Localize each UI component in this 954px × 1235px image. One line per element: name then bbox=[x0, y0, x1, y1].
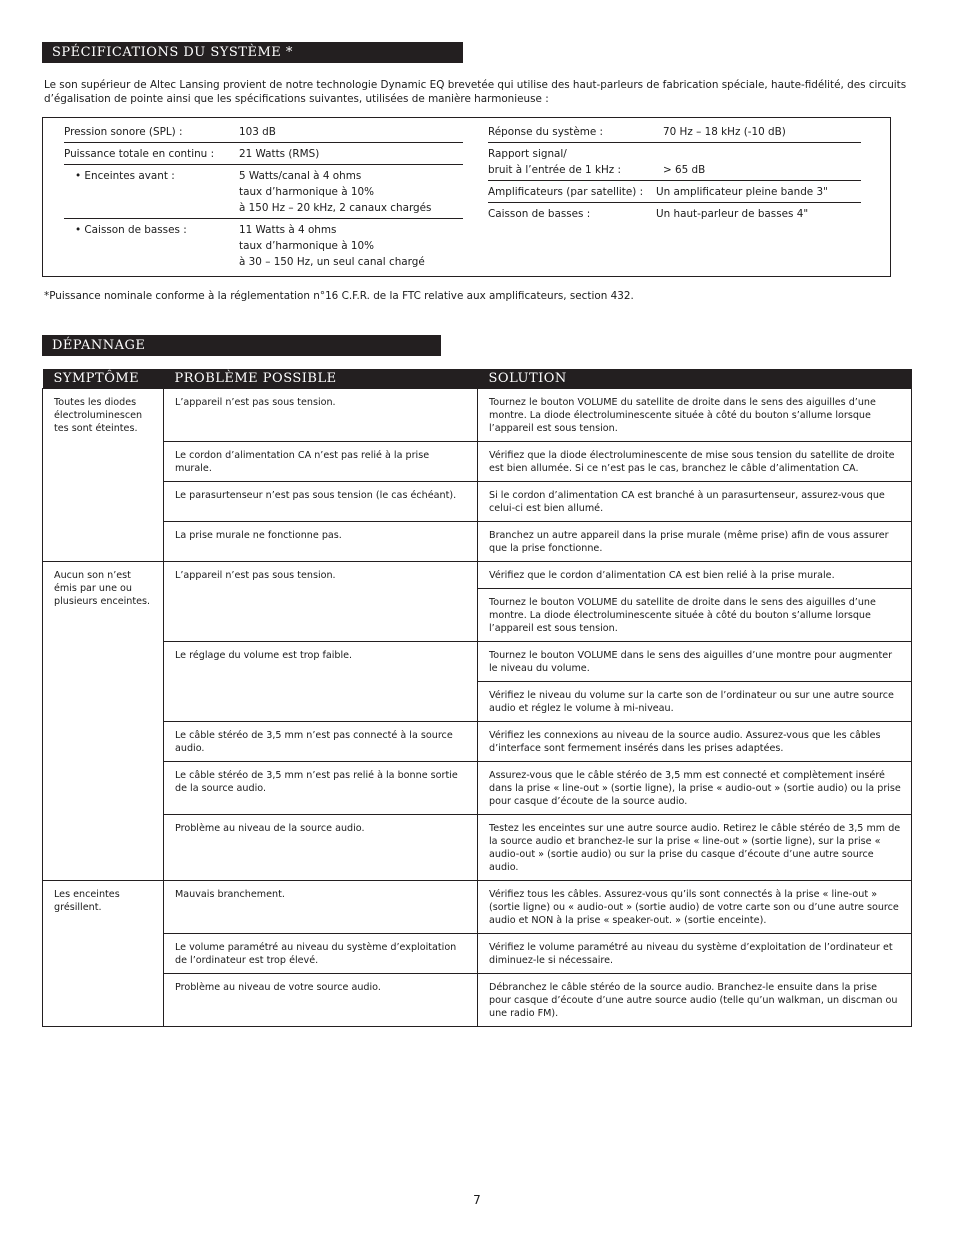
problem-cell: Le câble stéréo de 3,5 mm n’est pas connecté à la source audio. bbox=[164, 722, 478, 762]
solution-cell: Débranchez le câble stéréo de la source audio. Branchez-le ensuite dans la prise pour casque d’écoute d’une autre source audio (telle qu’un walkman, un discman ou une radio FM). bbox=[478, 974, 912, 1027]
solution-cell: Vérifiez tous les câbles. Assurez-vous qu’ils sont connectés à la prise « line-out » (sortie ligne) ou « audio-out » (sortie audio) de votre carte son ou d’une autre source audio et NON à la prise « speaker-out. » (sortie enceinte). bbox=[478, 881, 912, 934]
spec-label: Rapport signal/ bruit à l’entrée de 1 kHz : bbox=[488, 148, 622, 176]
spec-label: Amplificateurs (par satellite) : bbox=[488, 186, 644, 198]
table-row bbox=[43, 974, 912, 1027]
intro-paragraph: Le son supérieur de Altec Lansing provient de notre technologie Dynamic EQ brevetée qui utilise des haut-parleurs de fabrication spéciale, haute-fidélité, des circuits d’égalisation de pointe ainsi que les spécifications suivantes, utilisées de manière harmonieuse : bbox=[44, 79, 907, 105]
problem-cell: Mauvais branchement. bbox=[164, 881, 478, 934]
table-row bbox=[43, 642, 912, 682]
problem-header: PROBLÈME POSSIBLE bbox=[164, 369, 478, 389]
table-row bbox=[43, 762, 912, 815]
spec-label: Réponse du système : bbox=[488, 126, 604, 138]
symptom-cell: Toutes les diodes électroluminescen tes sont éteintes. bbox=[43, 389, 164, 562]
spec-label: Pression sonore (SPL) : bbox=[64, 126, 183, 138]
solution-cell: Vérifiez le niveau du volume sur la carte son de l’ordinateur ou sur une autre source audio et réglez le volume à mi-niveau. bbox=[478, 682, 912, 722]
table-row bbox=[43, 722, 912, 762]
solution-cell: Branchez un autre appareil dans la prise murale (même prise) afin de vous assurer que la prise fonctionne. bbox=[478, 522, 912, 562]
table-row bbox=[43, 934, 912, 974]
solution-cell: Tournez le bouton VOLUME dans le sens des aiguilles d’une montre pour augmenter le niveau du volume. bbox=[478, 642, 912, 682]
table-row bbox=[43, 482, 912, 522]
spec-section-title: SPÉCIFICATIONS DU SYSTÈME * bbox=[42, 42, 463, 63]
table-row bbox=[43, 562, 912, 589]
table-row bbox=[43, 522, 912, 562]
table-row bbox=[43, 815, 912, 881]
problem-cell: Le parasurtenseur n’est pas sous tension (le cas échéant). bbox=[164, 482, 478, 522]
table-row bbox=[43, 881, 912, 934]
spec-left-column bbox=[64, 124, 463, 272]
spec-row bbox=[64, 222, 463, 272]
spec-value: 5 Watts/canal à 4 ohms taux d’harmonique à 10% à 150 Hz – 20 kHz, 2 canaux chargés bbox=[239, 170, 432, 214]
symptom-cell: Les enceintes grésillent. bbox=[43, 881, 164, 1027]
solution-cell: Si le cordon d’alimentation CA est branché à un parasurtenseur, assurez-vous que celui-ci est bien allumé. bbox=[478, 482, 912, 522]
problem-cell: Le volume paramétré au niveau du système d’exploitation de l’ordinateur est trop élevé. bbox=[164, 934, 478, 974]
problem-cell: Le câble stéréo de 3,5 mm n’est pas relié à la bonne sortie de la source audio. bbox=[164, 762, 478, 815]
spec-box bbox=[42, 117, 891, 277]
spec-value: 11 Watts à 4 ohms taux d’harmonique à 10% à 30 – 150 Hz, un seul canal chargé bbox=[239, 224, 425, 268]
spec-value: > 65 dB bbox=[663, 164, 706, 176]
spec-label: Puissance totale en continu : bbox=[64, 148, 215, 160]
spec-value: Un haut-parleur de basses 4" bbox=[656, 208, 809, 220]
spec-row bbox=[488, 124, 861, 143]
problem-cell: L’appareil n’est pas sous tension. bbox=[164, 562, 478, 642]
solution-header: SOLUTION bbox=[478, 369, 912, 389]
spec-row bbox=[488, 184, 861, 203]
spec-label: • Enceintes avant : bbox=[75, 170, 175, 182]
problem-cell: L’appareil n’est pas sous tension. bbox=[164, 389, 478, 442]
table-row bbox=[43, 442, 912, 482]
solution-cell: Vérifiez les connexions au niveau de la source audio. Assurez-vous que les câbles d’interface sont fermement insérés dans les prises adaptées. bbox=[478, 722, 912, 762]
spec-value: 70 Hz – 18 kHz (-10 dB) bbox=[663, 126, 786, 138]
spec-label: Caisson de basses : bbox=[488, 208, 591, 220]
spec-row bbox=[64, 168, 463, 219]
spec-row bbox=[488, 146, 861, 181]
solution-cell: Tournez le bouton VOLUME du satellite de droite dans le sens des aiguilles d’une montre. La diode électroluminescente située à côté du bouton s’allume lorsque l’appareil est sous tension. bbox=[478, 389, 912, 442]
troubleshooting-table bbox=[42, 369, 912, 1027]
solution-cell: Vérifiez que le cordon d’alimentation CA est bien relié à la prise murale. bbox=[478, 562, 912, 589]
footnote: *Puissance nominale conforme à la réglementation n°16 C.F.R. de la FTC relative aux amplificateurs, section 432. bbox=[44, 290, 634, 302]
problem-cell: Problème au niveau de votre source audio. bbox=[164, 974, 478, 1027]
solution-cell: Assurez-vous que le câble stéréo de 3,5 mm est connecté et complètement inséré dans la prise « line-out » (sortie ligne), la prise « audio-out » (sortie audio) ou la prise pour casque d’écoute de la source audio. bbox=[478, 762, 912, 815]
solution-cell: Tournez le bouton VOLUME du satellite de droite dans le sens des aiguilles d’une montre. La diode électroluminescente située à côté du bouton s’allume lorsque l’appareil est sous tension. bbox=[478, 589, 912, 642]
spec-value: 21 Watts (RMS) bbox=[239, 148, 320, 160]
troubleshooting-section-title: DÉPANNAGE bbox=[42, 335, 441, 356]
spec-label: • Caisson de basses : bbox=[75, 224, 187, 236]
spec-right-column bbox=[488, 124, 861, 224]
solution-cell: Vérifiez que la diode électroluminescente de mise sous tension du satellite de droite est bien allumée. Si ce n’est pas le cas, branchez le câble d’alimentation CA. bbox=[478, 442, 912, 482]
table-row bbox=[43, 389, 912, 442]
spec-value: 103 dB bbox=[239, 126, 276, 138]
page-number: 7 bbox=[473, 1193, 481, 1207]
spec-value: Un amplificateur pleine bande 3" bbox=[656, 186, 828, 198]
problem-cell: Problème au niveau de la source audio. bbox=[164, 815, 478, 881]
solution-cell: Vérifiez le volume paramétré au niveau du système d’exploitation de l’ordinateur et diminuez-le si nécessaire. bbox=[478, 934, 912, 974]
symptom-header: SYMPTÔME bbox=[43, 369, 164, 389]
spec-row bbox=[488, 206, 861, 224]
table-header-row bbox=[43, 369, 912, 389]
problem-cell: Le réglage du volume est trop faible. bbox=[164, 642, 478, 722]
spec-row bbox=[64, 124, 463, 143]
problem-cell: La prise murale ne fonctionne pas. bbox=[164, 522, 478, 562]
spec-row bbox=[64, 146, 463, 165]
symptom-cell: Aucun son n’est émis par une ou plusieurs enceintes. bbox=[43, 562, 164, 881]
problem-cell: Le cordon d’alimentation CA n’est pas relié à la prise murale. bbox=[164, 442, 478, 482]
solution-cell: Testez les enceintes sur une autre source audio. Retirez le câble stéréo de 3,5 mm de la source audio et branchez-le sur la prise « line-out » (sortie ligne), sur la prise « audio-out » (sortie audio) ou sur la prise du casque d’écoute d’une autre source audio. bbox=[478, 815, 912, 881]
